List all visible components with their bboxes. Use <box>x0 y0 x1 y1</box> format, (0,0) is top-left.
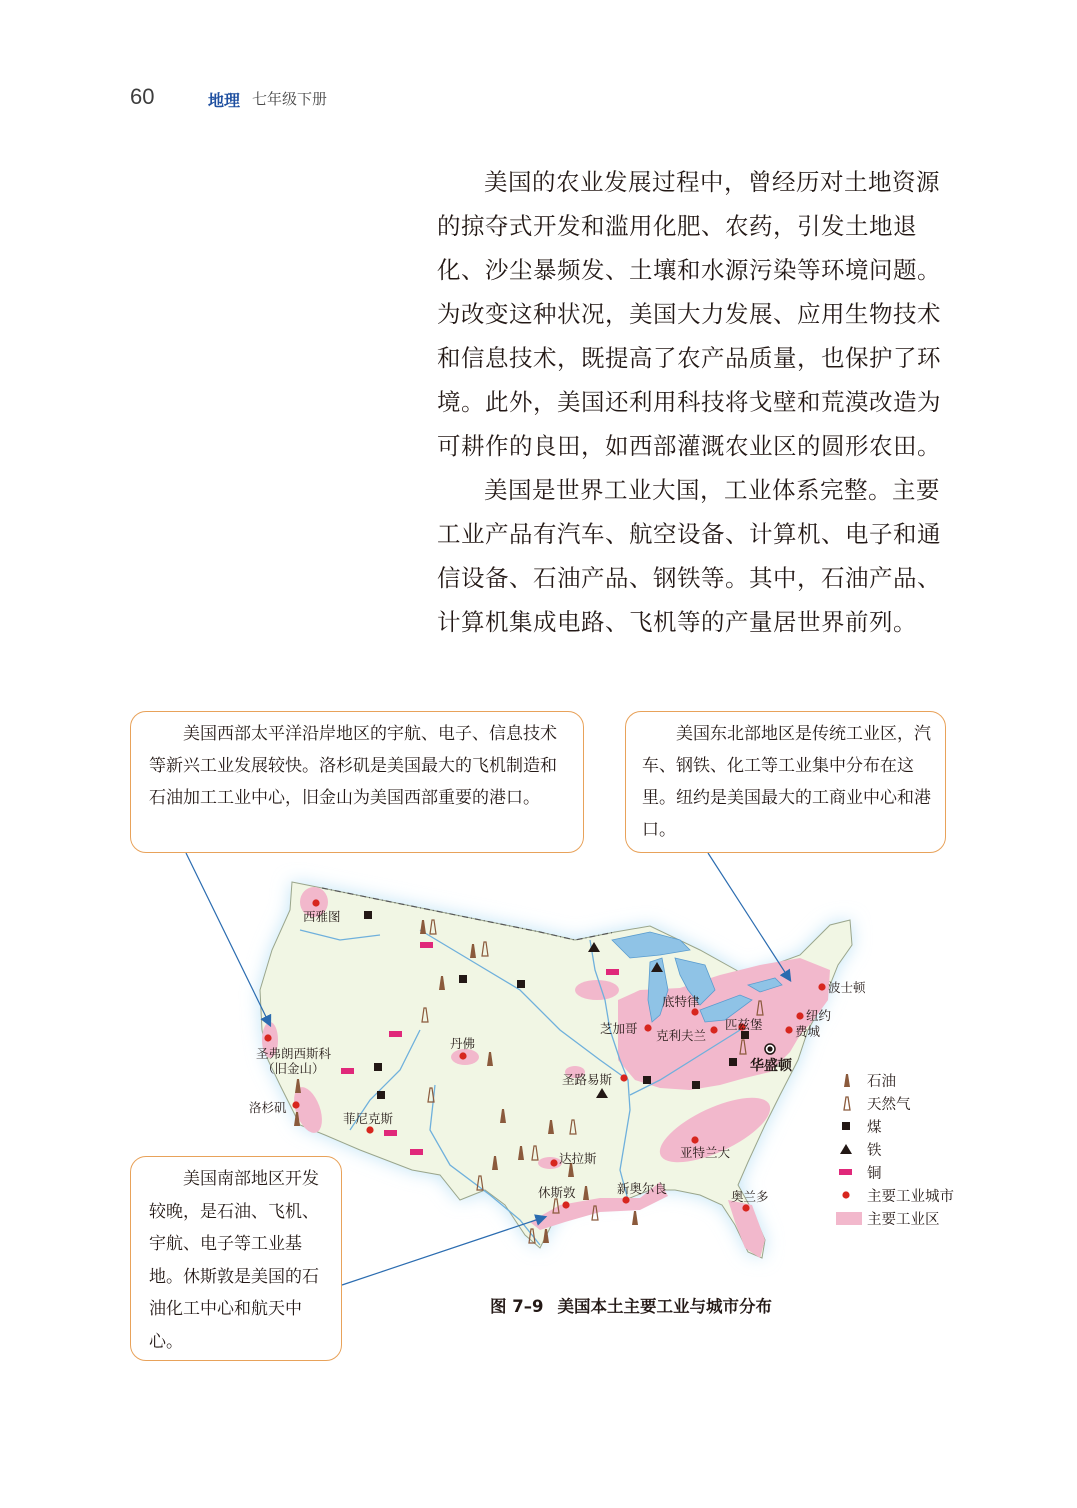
city-dot-atlanta <box>691 1136 698 1143</box>
city-dot-dallas <box>550 1159 557 1166</box>
city-label-la: 洛杉矶 <box>249 1100 287 1115</box>
city-dot-phoenix <box>366 1126 373 1133</box>
callout-west-text: 美国西部太平洋沿岸地区的宇航、电子、信息技术等新兴工业发展较快。洛杉矶是美国最大的飞机制造和石油加工工业中心，旧金山为美国西部重要的港口。 <box>149 724 557 808</box>
oil-icon <box>838 1072 860 1088</box>
legend-item-iron <box>838 1137 998 1160</box>
copper-icon <box>606 969 619 975</box>
city-label-orlando: 奥兰多 <box>731 1189 769 1204</box>
callout-west <box>130 711 584 853</box>
coal-icon <box>517 980 525 988</box>
city-label-detroit: 底特律 <box>662 994 700 1009</box>
city-label-denver: 丹佛 <box>450 1036 476 1051</box>
city-label-dallas: 达拉斯 <box>559 1151 597 1166</box>
coal-icon <box>374 1063 382 1071</box>
city-dot-detroit <box>691 1008 698 1015</box>
copper-icon <box>341 1068 354 1074</box>
iron-icon <box>838 1141 860 1157</box>
callout-east-text: 美国东北部地区是传统工业区，汽车、钢铁、化工等工业集中分布在这里。纽约是美国最大的工商业中心和港口。 <box>642 724 931 840</box>
coal-icon <box>692 1081 700 1089</box>
copper-icon <box>420 942 433 948</box>
legend-label: 煤 <box>867 1120 882 1136</box>
city-dot-st-louis <box>620 1074 627 1081</box>
coal-icon <box>459 975 467 983</box>
city-label-cleveland: 克利夫兰 <box>656 1028 707 1043</box>
coal-icon <box>729 1058 737 1066</box>
map-legend <box>838 1068 998 1229</box>
city-label-atlanta: 亚特兰大 <box>680 1145 731 1160</box>
city-dot-boston <box>818 983 825 990</box>
city-dot-denver <box>459 1052 466 1059</box>
city-label-houston: 休斯敦 <box>538 1185 576 1200</box>
city-dot-new-york <box>796 1012 803 1019</box>
city-dot-houston <box>562 1201 569 1208</box>
city-label-boston: 波士顿 <box>828 980 866 995</box>
city-label-phoenix: 菲尼克斯 <box>343 1111 394 1126</box>
book-subject: 地理 <box>208 91 241 110</box>
city-dot-philadelphia <box>785 1026 792 1033</box>
capital-dot-washington <box>767 1046 772 1051</box>
city-dot-sf <box>264 1034 271 1041</box>
city-dot-orlando <box>742 1204 749 1211</box>
copper-icon <box>389 1031 402 1037</box>
callout-south-text: 美国南部地区开发较晚，是石油、飞机、宇航、电子等工业基地。休斯敦是美国的石油化工中心和航天中心。 <box>149 1169 319 1352</box>
paragraph-text: 美国的农业发展过程中，曾经历对土地资源的掠夺式开发和滥用化肥、农药，引发土地退化、沙尘暴频发、土壤和水源污染等环境问题。为改变这种状况，美国大力发展、应用生物技术和信息技术，既提高了农产品质量，也保护了环境。此外，美国还利用科技将戈壁和荒漠改造为可耕作的良田，如西部灌溉农业区的圆形农田。 <box>437 168 941 460</box>
callout-east <box>625 711 946 853</box>
city-label-pittsburgh: 匹兹堡 <box>725 1017 763 1032</box>
legend-item-zone <box>838 1206 998 1229</box>
legend-item-oil <box>838 1068 998 1091</box>
legend-item-city <box>838 1183 998 1206</box>
city-label-seattle: 西雅图 <box>303 909 341 924</box>
city-label-washington: 华盛顿 <box>750 1058 792 1074</box>
coal-icon <box>643 1076 651 1084</box>
zone-chicago-west <box>575 980 619 1000</box>
legend-label: 铜 <box>867 1166 882 1182</box>
legend-label: 石油 <box>867 1074 896 1090</box>
callout-south <box>130 1156 342 1361</box>
legend-label: 主要工业区 <box>867 1212 940 1228</box>
figure-caption <box>490 1293 772 1317</box>
legend-item-coal <box>838 1114 998 1137</box>
legend-item-gas <box>838 1091 998 1114</box>
city-dot-new-orleans <box>622 1196 629 1203</box>
city-label-philadelphia: 费城 <box>795 1024 821 1039</box>
city-dot-la <box>292 1101 299 1108</box>
copper-icon <box>410 1149 423 1155</box>
book-grade: 七年级下册 <box>252 90 328 108</box>
figure-title: 美国本土主要工业与城市分布 <box>557 1297 772 1316</box>
city-dot-seattle <box>312 899 319 906</box>
coal-icon <box>741 1031 749 1039</box>
copper-icon <box>838 1164 860 1180</box>
city-label-sf: 圣弗朗西斯科 <box>256 1046 332 1061</box>
city-label-new-orleans: 新奥尔良 <box>617 1181 668 1196</box>
copper-icon <box>384 1130 397 1136</box>
legend-label: 铁 <box>867 1143 882 1159</box>
city-dot-cleveland <box>710 1026 717 1033</box>
legend-item-copper <box>838 1160 998 1183</box>
gas-icon <box>838 1095 860 1111</box>
arrow-west <box>186 853 270 1025</box>
legend-label: 天然气 <box>867 1097 911 1113</box>
city-label-st-louis: 圣路易斯 <box>562 1072 613 1087</box>
city-label-chicago: 芝加哥 <box>600 1021 638 1036</box>
coal-icon <box>364 911 372 919</box>
oil-icon <box>632 1211 638 1225</box>
city-label-new-york: 纽约 <box>806 1008 832 1023</box>
zone-swatch-icon <box>832 1210 862 1226</box>
figure-number: 图 7–9 <box>490 1297 544 1316</box>
page-number: 60 <box>130 84 155 109</box>
city-label-sf-alt: （旧金山） <box>262 1061 325 1076</box>
legend-label: 主要工业城市 <box>867 1189 954 1205</box>
arrow-south <box>342 1217 545 1285</box>
coal-icon <box>838 1118 860 1134</box>
city-dot-icon <box>838 1187 860 1203</box>
city-dot-chicago <box>644 1024 651 1031</box>
paragraph-text: 美国是世界工业大国，工业体系完整。主要工业产品有汽车、航空设备、计算机、电子和通信设备、石油产品、钢铁等。其中，石油产品、计算机集成电路、飞机等的产量居世界前列。 <box>437 476 941 636</box>
coal-icon <box>377 1091 385 1099</box>
